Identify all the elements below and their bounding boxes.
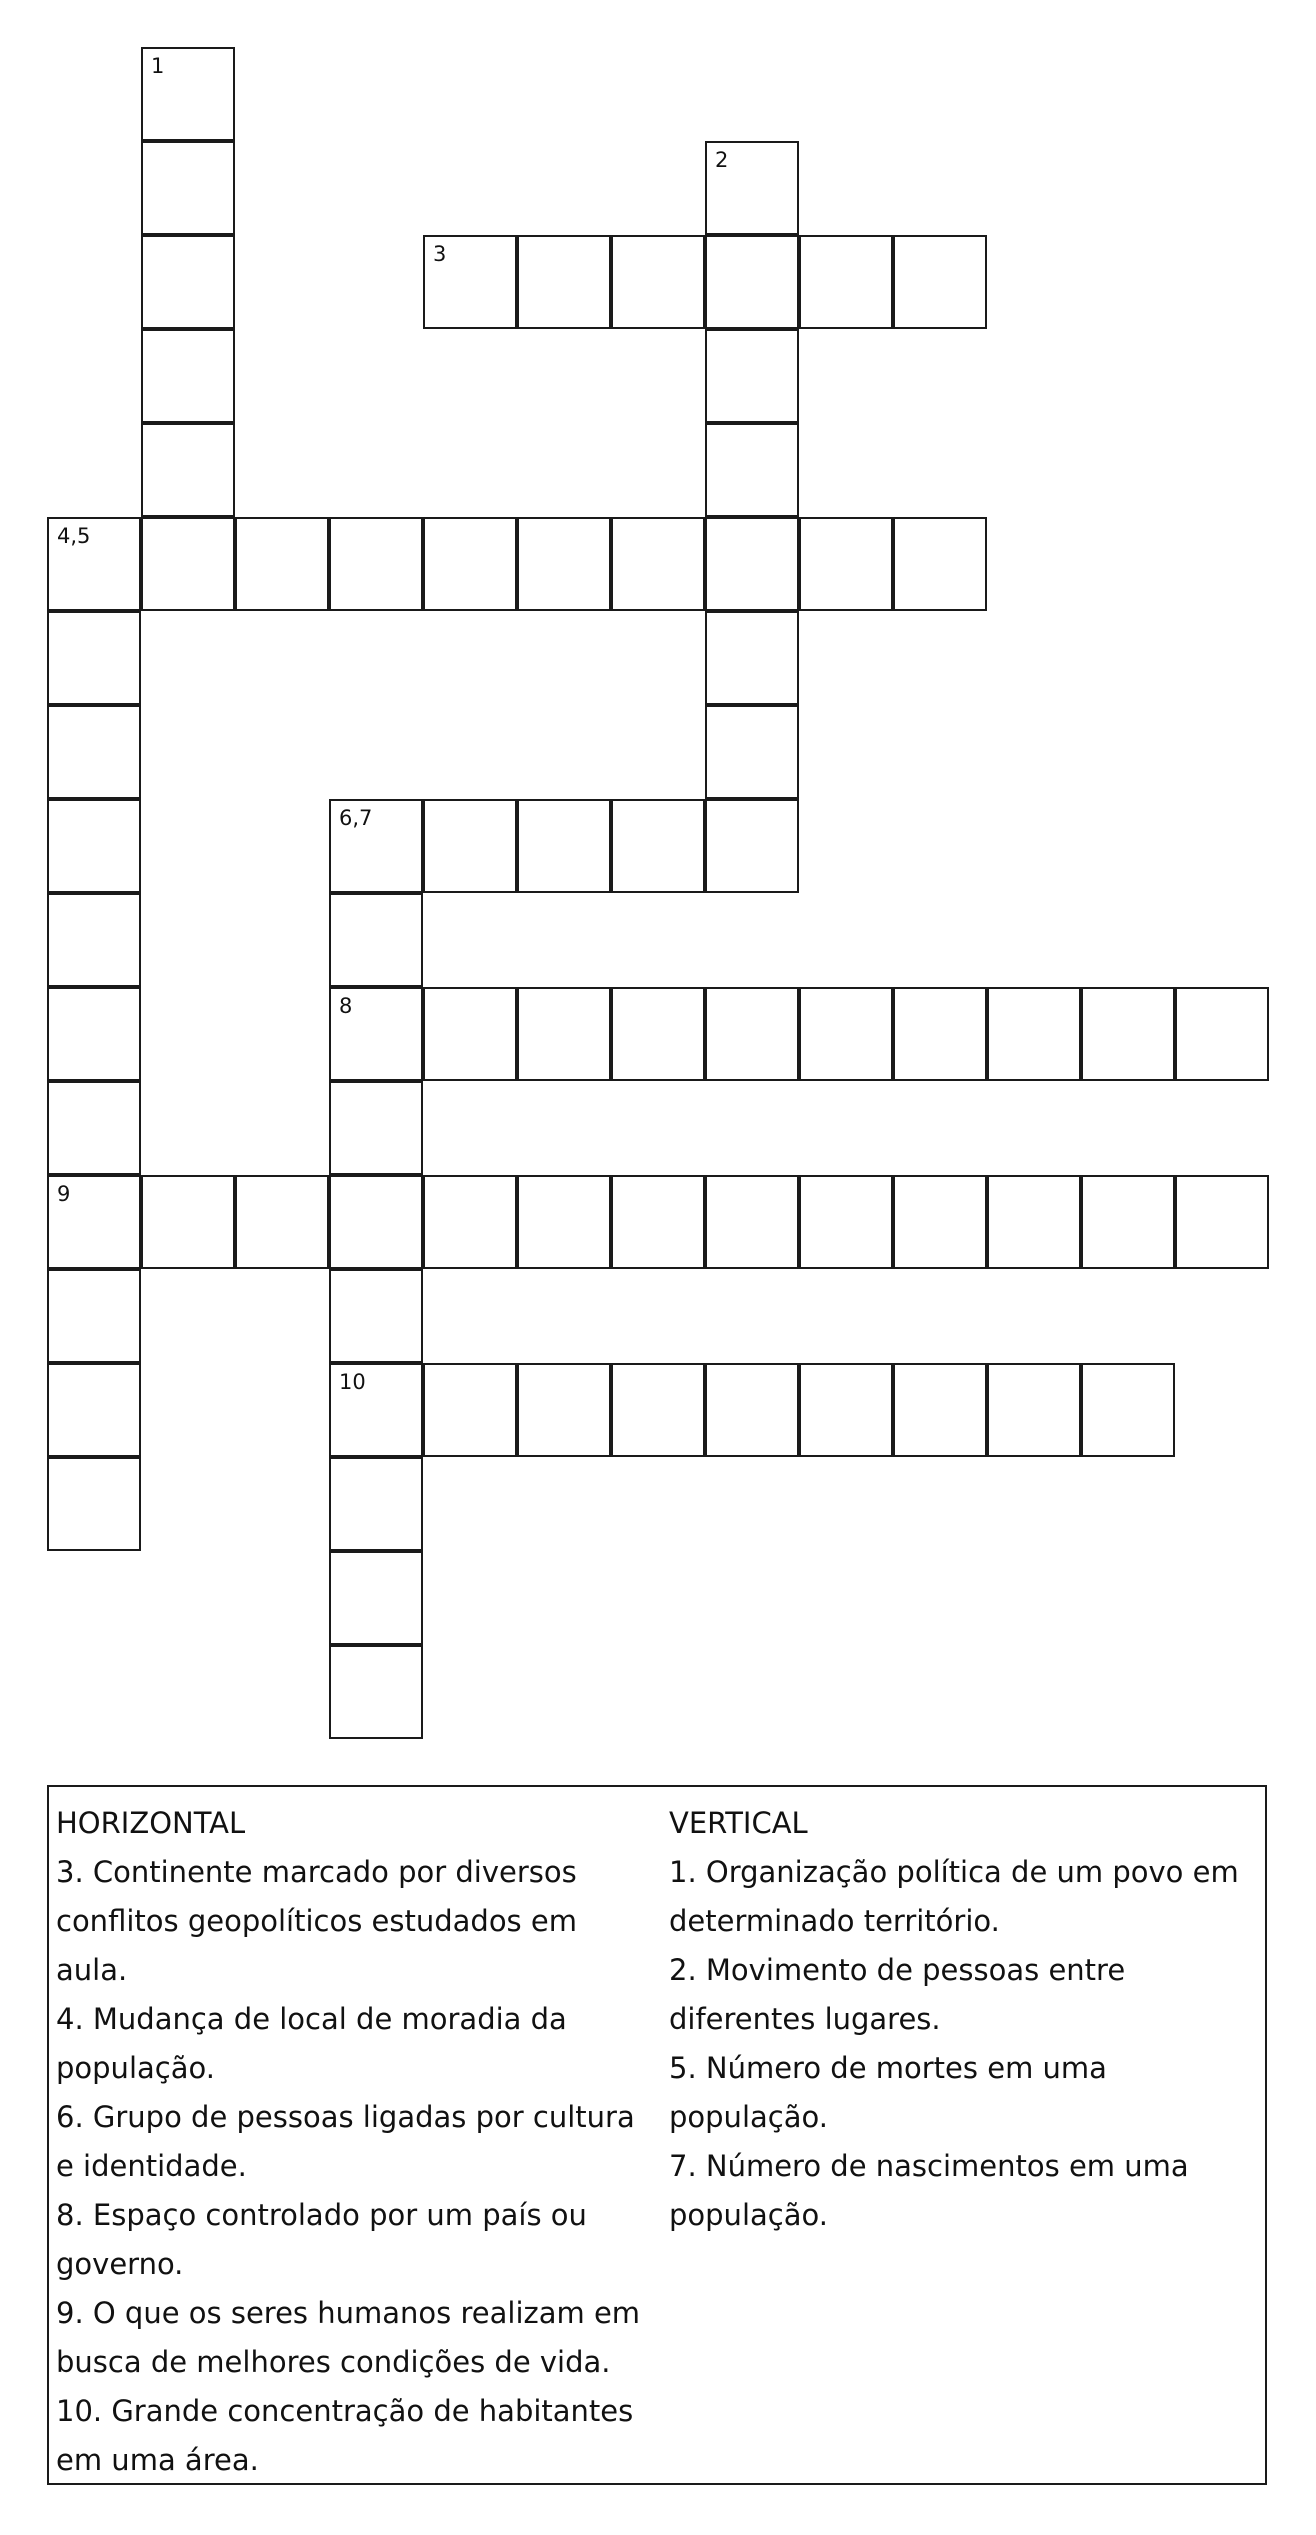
vertical-clues [669, 1799, 1259, 2240]
grid-cell[interactable] [141, 517, 235, 611]
clue-number: 3 [433, 242, 447, 266]
grid-cell[interactable] [141, 235, 235, 329]
vertical-heading: VERTICAL [669, 1806, 808, 1840]
grid-cell[interactable] [987, 1363, 1081, 1457]
grid-cell[interactable] [1081, 1175, 1175, 1269]
grid-cell[interactable] [47, 1175, 141, 1269]
grid-cell[interactable] [423, 987, 517, 1081]
horizontal-clue-9: 9. O que os seres humanos realizam em busca de melhores condições de vida. [56, 2296, 641, 2379]
grid-cell[interactable] [893, 235, 987, 329]
horizontal-heading: HORIZONTAL [56, 1806, 246, 1840]
clue-number: 10 [339, 1370, 366, 1394]
grid-cell[interactable] [517, 1363, 611, 1457]
grid-cell[interactable] [47, 987, 141, 1081]
grid-cell[interactable] [893, 1175, 987, 1269]
horizontal-clue-6: 6. Grupo de pessoas ligadas por cultura e identidade. [56, 2100, 635, 2183]
grid-cell[interactable] [799, 517, 893, 611]
horizontal-clue-8: 8. Espaço controlado por um país ou governo. [56, 2198, 587, 2281]
clue-number: 2 [715, 148, 729, 172]
grid-cell[interactable] [423, 517, 517, 611]
vertical-clue-5: 5. Número de mortes em uma população. [669, 2051, 1107, 2134]
grid-cell[interactable] [705, 329, 799, 423]
grid-cell[interactable] [423, 235, 517, 329]
grid-cell[interactable] [47, 611, 141, 705]
grid-cell[interactable] [611, 799, 705, 893]
grid-cell[interactable] [987, 1175, 1081, 1269]
clue-number: 6,7 [339, 806, 373, 830]
vertical-clue-7: 7. Número de nascimentos em uma população. [669, 2149, 1189, 2232]
grid-cell[interactable] [893, 517, 987, 611]
clue-number: 4,5 [57, 524, 91, 548]
horizontal-clue-list [56, 1848, 656, 2485]
grid-cell[interactable] [141, 1175, 235, 1269]
grid-cell[interactable] [141, 141, 235, 235]
grid-cell[interactable] [47, 799, 141, 893]
grid-cell[interactable] [611, 1175, 705, 1269]
grid-cell[interactable] [47, 1081, 141, 1175]
clue-number: 1 [151, 54, 165, 78]
grid-cell[interactable] [799, 1363, 893, 1457]
grid-cell[interactable] [987, 987, 1081, 1081]
grid-cell[interactable] [611, 1363, 705, 1457]
grid-cell[interactable] [893, 1363, 987, 1457]
horizontal-clue-3: 3. Continente marcado por diversos conflitos geopolíticos estudados em aula. [56, 1855, 577, 1987]
grid-cell[interactable] [611, 987, 705, 1081]
grid-cell[interactable] [1175, 1175, 1269, 1269]
grid-cell[interactable] [705, 141, 799, 235]
vertical-clue-2: 2. Movimento de pessoas entre diferentes lugares. [669, 1953, 1126, 2036]
grid-cell[interactable] [799, 1175, 893, 1269]
grid-cell[interactable] [893, 987, 987, 1081]
horizontal-clues [56, 1799, 656, 2485]
grid-cell[interactable] [47, 893, 141, 987]
grid-cell[interactable] [611, 235, 705, 329]
vertical-clue-list [669, 1848, 1259, 2240]
horizontal-clue-10: 10. Grande concentração de habitantes em uma área. [56, 2394, 634, 2477]
grid-cell[interactable] [329, 987, 423, 1081]
grid-cell[interactable] [423, 799, 517, 893]
grid-cell[interactable] [329, 1363, 423, 1457]
grid-cell[interactable] [705, 517, 799, 611]
grid-cell[interactable] [517, 517, 611, 611]
grid-cell[interactable] [517, 799, 611, 893]
grid-cell[interactable] [329, 1175, 423, 1269]
grid-cell[interactable] [47, 1457, 141, 1551]
grid-cell[interactable] [329, 517, 423, 611]
grid-cell[interactable] [329, 1457, 423, 1551]
grid-cell[interactable] [705, 1363, 799, 1457]
clue-number: 9 [57, 1182, 71, 1206]
grid-cell[interactable] [47, 705, 141, 799]
grid-cell[interactable] [517, 987, 611, 1081]
grid-cell[interactable] [705, 611, 799, 705]
grid-cell[interactable] [329, 893, 423, 987]
clues-box [47, 1785, 1267, 2485]
grid-cell[interactable] [705, 705, 799, 799]
horizontal-clue-4: 4. Mudança de local de moradia da população. [56, 2002, 567, 2085]
grid-cell[interactable] [329, 1645, 423, 1739]
grid-cell[interactable] [705, 235, 799, 329]
grid-cell[interactable] [141, 47, 235, 141]
grid-cell[interactable] [235, 1175, 329, 1269]
grid-cell[interactable] [705, 799, 799, 893]
grid-cell[interactable] [423, 1363, 517, 1457]
grid-cell[interactable] [799, 235, 893, 329]
grid-cell[interactable] [611, 517, 705, 611]
grid-cell[interactable] [705, 987, 799, 1081]
grid-cell[interactable] [517, 1175, 611, 1269]
vertical-clue-1: 1. Organização política de um povo em determinado território. [669, 1855, 1239, 1938]
grid-cell[interactable] [329, 1551, 423, 1645]
grid-cell[interactable] [1175, 987, 1269, 1081]
grid-cell[interactable] [329, 799, 423, 893]
grid-cell[interactable] [329, 1269, 423, 1363]
clue-number: 8 [339, 994, 353, 1018]
grid-cell[interactable] [1081, 1363, 1175, 1457]
grid-cell[interactable] [235, 517, 329, 611]
grid-cell[interactable] [423, 1175, 517, 1269]
grid-cell[interactable] [799, 987, 893, 1081]
grid-cell[interactable] [47, 517, 141, 611]
grid-cell[interactable] [141, 329, 235, 423]
grid-cell[interactable] [141, 423, 235, 517]
grid-cell[interactable] [329, 1081, 423, 1175]
grid-cell[interactable] [517, 235, 611, 329]
grid-cell[interactable] [47, 1269, 141, 1363]
grid-cell[interactable] [47, 1363, 141, 1457]
grid-cell[interactable] [705, 423, 799, 517]
grid-cell[interactable] [705, 1175, 799, 1269]
grid-cell[interactable] [1081, 987, 1175, 1081]
